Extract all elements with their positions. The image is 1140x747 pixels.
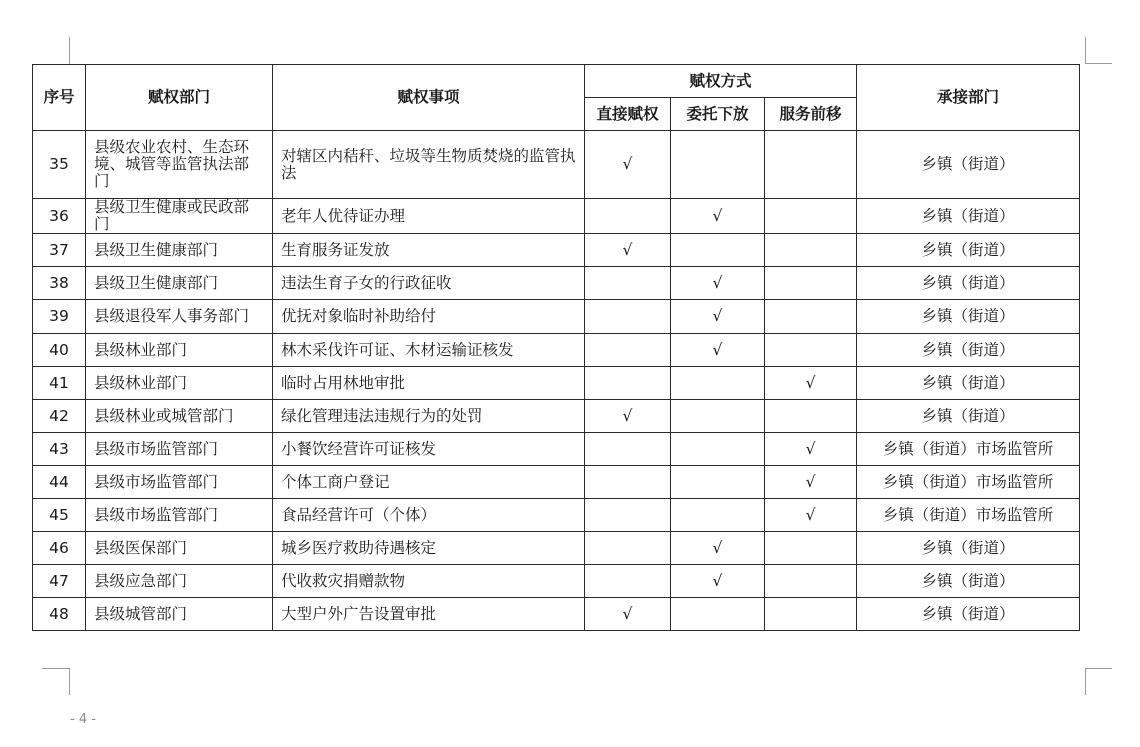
table-row (33, 234, 1080, 267)
row-direct (585, 267, 671, 300)
row-receiver: 乡镇（街道）市场监管所 (857, 433, 1080, 466)
row-forward: √ (765, 367, 857, 400)
header-method: 赋权方式 (585, 65, 857, 98)
row-dept: 县级市场监管部门 (86, 499, 273, 532)
row-dept: 县级卫生健康或民政部门 (86, 199, 273, 234)
row-dept: 县级卫生健康部门 (86, 234, 273, 267)
row-direct (585, 499, 671, 532)
row-dept: 县级卫生健康部门 (86, 267, 273, 300)
row-entrust: √ (671, 565, 765, 598)
row-direct: √ (585, 131, 671, 199)
empowerment-table (32, 64, 1080, 631)
row-number: 43 (33, 433, 86, 466)
row-entrust: √ (671, 267, 765, 300)
row-item: 对辖区内秸秆、垃圾等生物质焚烧的监管执法 (273, 131, 585, 199)
row-direct (585, 334, 671, 367)
row-entrust (671, 131, 765, 199)
row-dept: 县级市场监管部门 (86, 466, 273, 499)
crop-mark-top-left (69, 37, 70, 64)
table-row (33, 267, 1080, 300)
header-forward: 服务前移 (765, 98, 857, 131)
row-receiver: 乡镇（街道） (857, 199, 1080, 234)
row-direct (585, 532, 671, 565)
row-dept: 县级市场监管部门 (86, 433, 273, 466)
crop-mark-bottom-left-h (42, 668, 69, 669)
row-dept: 县级医保部门 (86, 532, 273, 565)
row-entrust (671, 433, 765, 466)
row-item: 生育服务证发放 (273, 234, 585, 267)
row-entrust (671, 466, 765, 499)
row-forward (765, 532, 857, 565)
row-direct (585, 433, 671, 466)
row-item: 违法生育子女的行政征收 (273, 267, 585, 300)
row-item: 优抚对象临时补助给付 (273, 300, 585, 334)
page-number: - 4 - (70, 712, 96, 727)
table-body (33, 131, 1080, 631)
row-receiver: 乡镇（街道） (857, 131, 1080, 199)
row-dept: 县级林业部门 (86, 367, 273, 400)
row-forward: √ (765, 499, 857, 532)
crop-mark-top-right-v (1085, 37, 1086, 64)
table-row (33, 565, 1080, 598)
row-item: 临时占用林地审批 (273, 367, 585, 400)
row-dept: 县级林业或城管部门 (86, 400, 273, 433)
table-row (33, 199, 1080, 234)
row-forward: √ (765, 433, 857, 466)
row-forward (765, 267, 857, 300)
row-forward (765, 199, 857, 234)
row-entrust (671, 367, 765, 400)
row-forward (765, 131, 857, 199)
table-row (33, 367, 1080, 400)
row-forward (765, 234, 857, 267)
row-item: 林木采伐许可证、木材运输证核发 (273, 334, 585, 367)
header-entrust: 委托下放 (671, 98, 765, 131)
row-item: 代收救灾捐赠款物 (273, 565, 585, 598)
row-item: 绿化管理违法违规行为的处罚 (273, 400, 585, 433)
row-item: 老年人优待证办理 (273, 199, 585, 234)
table-row (33, 466, 1080, 499)
row-number: 36 (33, 199, 86, 234)
row-dept: 县级农业农村、生态环境、城管等监管执法部门 (86, 131, 273, 199)
row-entrust (671, 400, 765, 433)
row-number: 48 (33, 598, 86, 631)
row-receiver: 乡镇（街道）市场监管所 (857, 499, 1080, 532)
row-direct (585, 199, 671, 234)
row-receiver: 乡镇（街道） (857, 334, 1080, 367)
row-number: 46 (33, 532, 86, 565)
table-row (33, 499, 1080, 532)
row-direct: √ (585, 598, 671, 631)
row-direct: √ (585, 400, 671, 433)
row-receiver: 乡镇（街道） (857, 367, 1080, 400)
crop-mark-top-right-h (1085, 63, 1112, 64)
row-entrust: √ (671, 199, 765, 234)
table-row (33, 598, 1080, 631)
row-forward (765, 598, 857, 631)
row-entrust: √ (671, 300, 765, 334)
table-row (33, 433, 1080, 466)
row-receiver: 乡镇（街道） (857, 598, 1080, 631)
row-receiver: 乡镇（街道） (857, 300, 1080, 334)
table-row (33, 131, 1080, 199)
row-direct: √ (585, 234, 671, 267)
row-number: 40 (33, 334, 86, 367)
row-entrust (671, 598, 765, 631)
row-number: 41 (33, 367, 86, 400)
row-number: 39 (33, 300, 86, 334)
row-forward (765, 400, 857, 433)
row-number: 37 (33, 234, 86, 267)
row-receiver: 乡镇（街道） (857, 532, 1080, 565)
crop-mark-bottom-right-v (1085, 668, 1086, 695)
row-dept: 县级城管部门 (86, 598, 273, 631)
row-receiver: 乡镇（街道） (857, 267, 1080, 300)
row-item: 个体工商户登记 (273, 466, 585, 499)
row-forward (765, 565, 857, 598)
table-row (33, 532, 1080, 565)
row-item: 城乡医疗救助待遇核定 (273, 532, 585, 565)
row-receiver: 乡镇（街道） (857, 400, 1080, 433)
row-item: 小餐饮经营许可证核发 (273, 433, 585, 466)
header-receiver: 承接部门 (857, 65, 1080, 131)
row-dept: 县级退役军人事务部门 (86, 300, 273, 334)
row-item: 食品经营许可（个体） (273, 499, 585, 532)
row-number: 35 (33, 131, 86, 199)
row-number: 45 (33, 499, 86, 532)
row-forward: √ (765, 466, 857, 499)
row-forward (765, 334, 857, 367)
row-dept: 县级应急部门 (86, 565, 273, 598)
row-direct (585, 367, 671, 400)
row-direct (585, 565, 671, 598)
row-number: 44 (33, 466, 86, 499)
row-number: 38 (33, 267, 86, 300)
row-direct (585, 300, 671, 334)
crop-mark-bottom-left-v (69, 668, 70, 695)
table-row (33, 300, 1080, 334)
row-entrust (671, 234, 765, 267)
row-number: 42 (33, 400, 86, 433)
header-dept: 赋权部门 (86, 65, 273, 131)
table-row (33, 334, 1080, 367)
row-direct (585, 466, 671, 499)
row-entrust (671, 499, 765, 532)
row-receiver: 乡镇（街道） (857, 234, 1080, 267)
table-row (33, 400, 1080, 433)
header-item: 赋权事项 (273, 65, 585, 131)
header-seq: 序号 (33, 65, 86, 131)
row-number: 47 (33, 565, 86, 598)
row-receiver: 乡镇（街道） (857, 565, 1080, 598)
row-entrust: √ (671, 334, 765, 367)
row-forward (765, 300, 857, 334)
row-entrust: √ (671, 532, 765, 565)
header-direct: 直接赋权 (585, 98, 671, 131)
row-receiver: 乡镇（街道）市场监管所 (857, 466, 1080, 499)
row-dept: 县级林业部门 (86, 334, 273, 367)
crop-mark-bottom-right-h (1085, 668, 1112, 669)
row-item: 大型户外广告设置审批 (273, 598, 585, 631)
